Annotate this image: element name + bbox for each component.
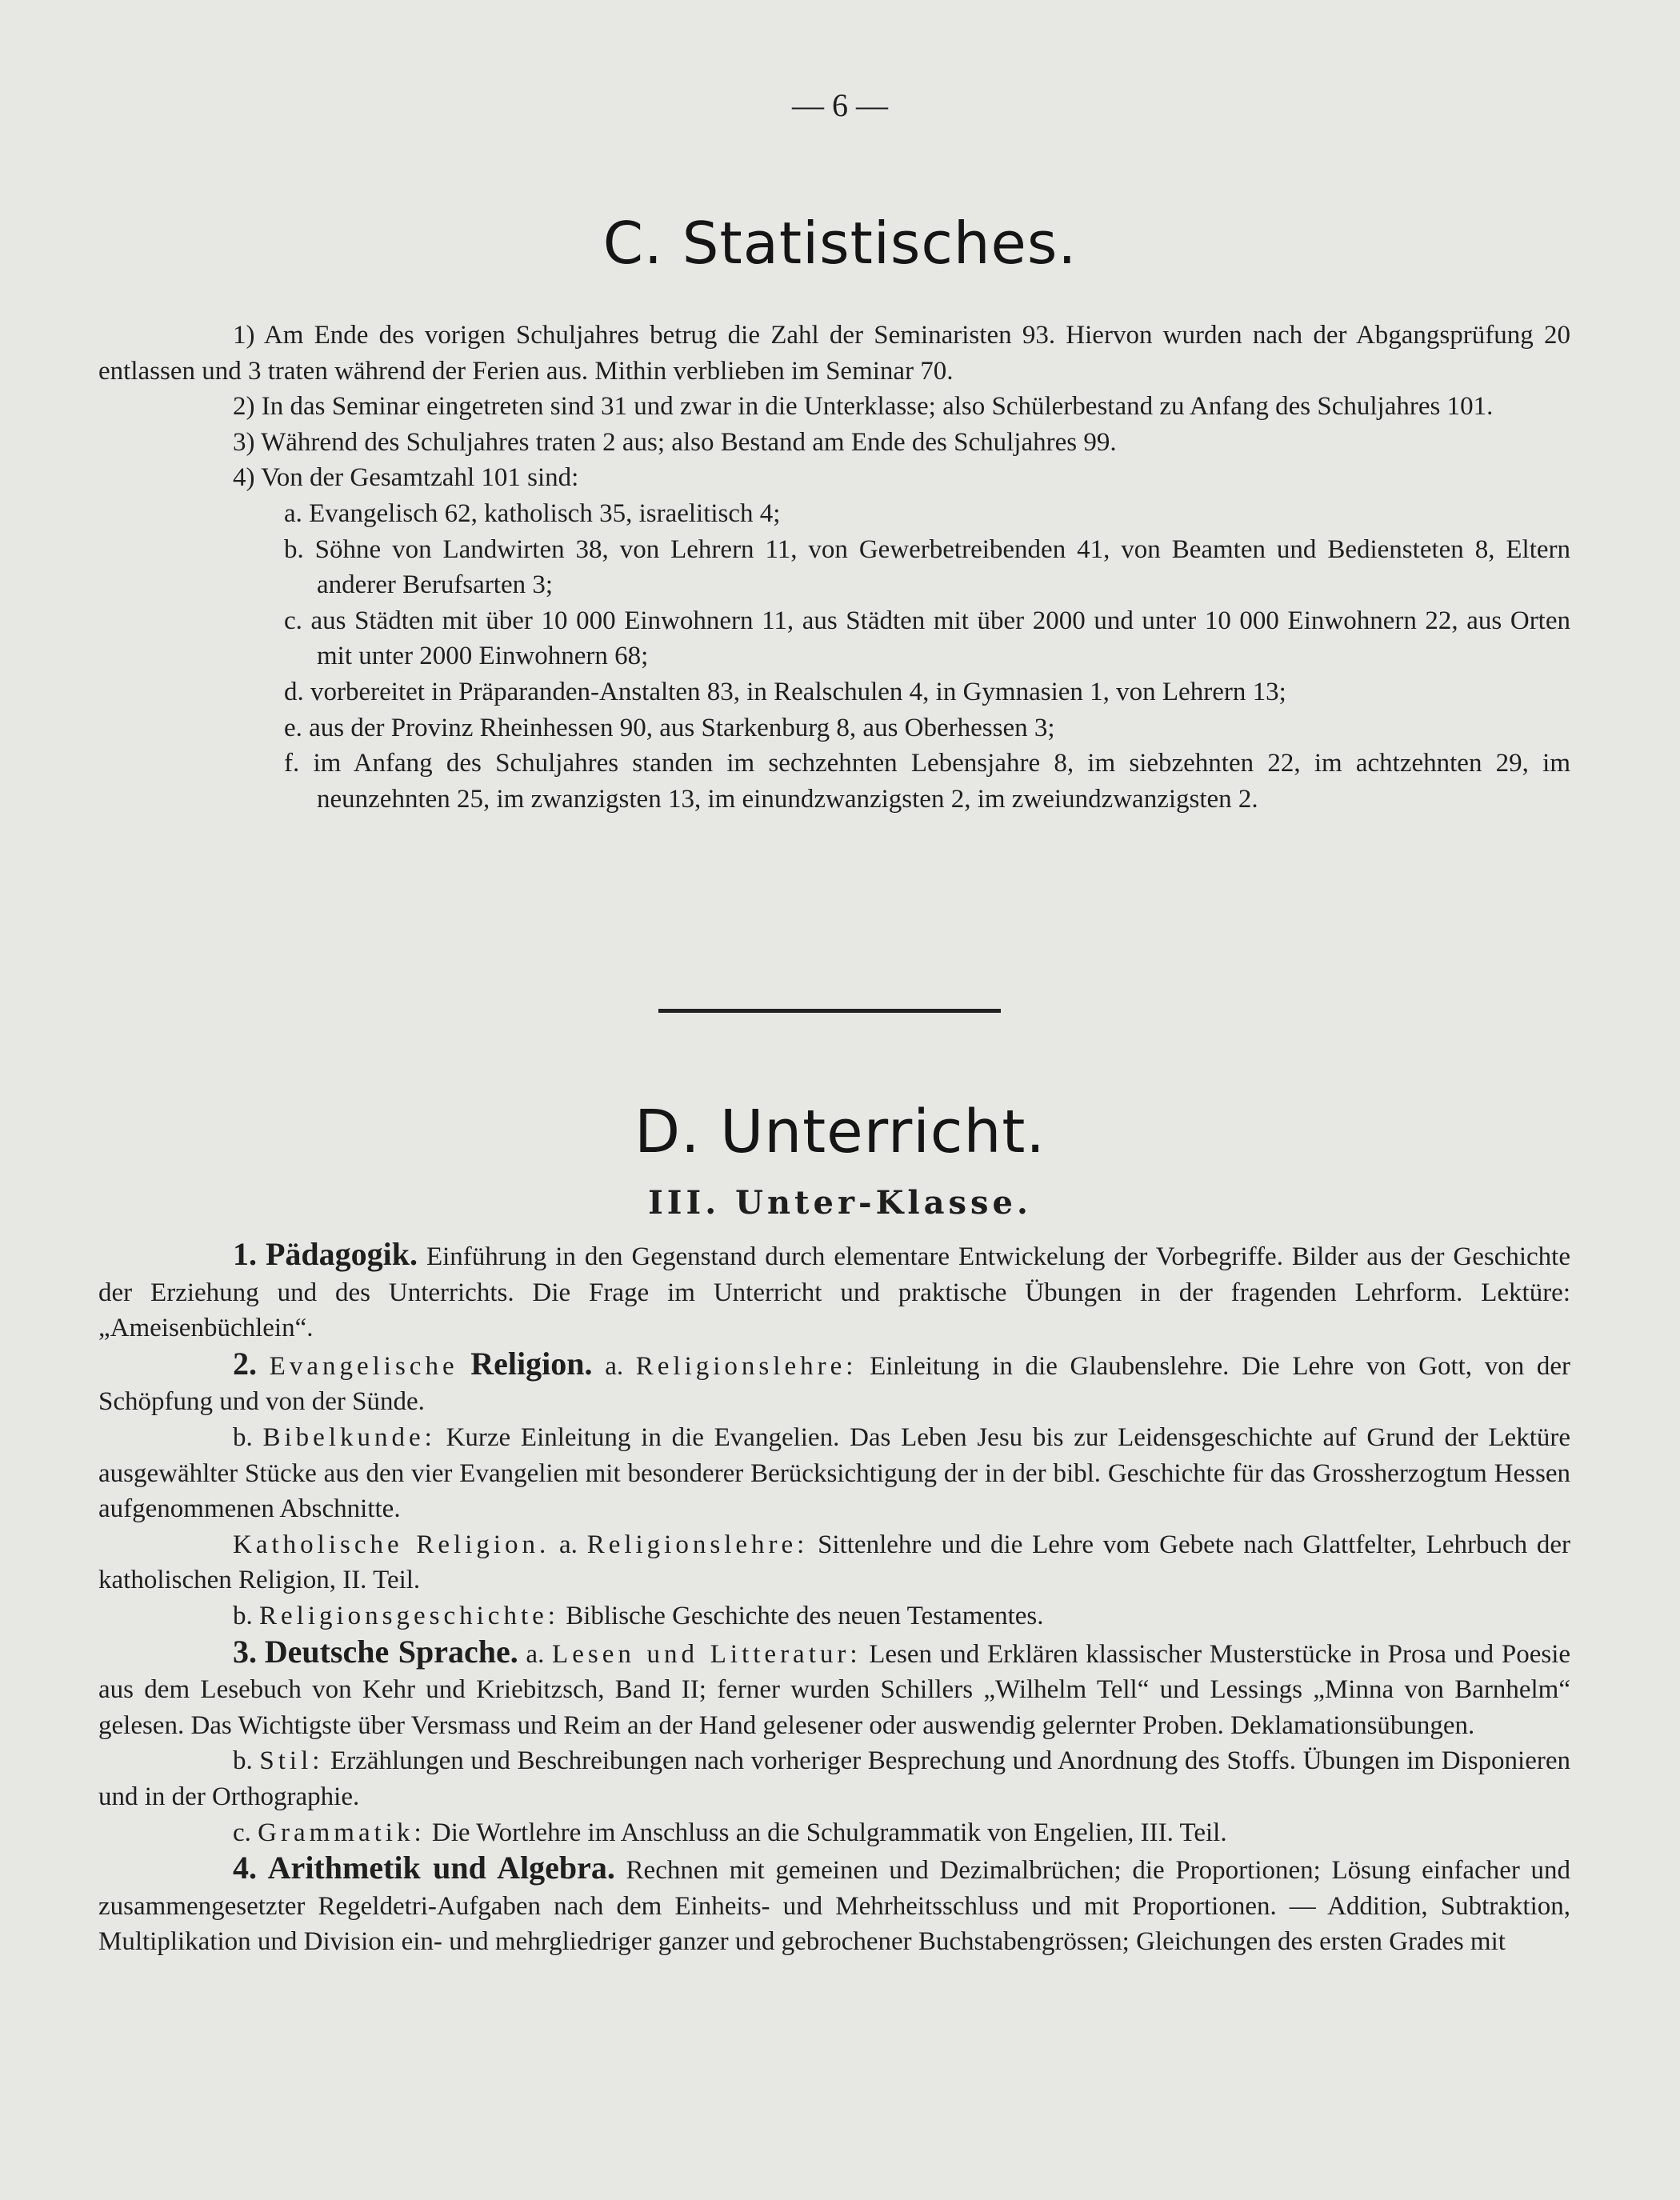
subject-heading: Arithmetik und Algebra. <box>267 1850 615 1886</box>
paragraph-bibelkunde: b. Bibelkunde: Kurze Einleitung in die Evangelien. Das Leben Jesu bis zur Leidensgeschichte auf Grund der Lektüre ausgewählter Stücke aus den vier Evangelien mit besonderer Berücksichtigung der in der bibl. Geschichte für das Grossherzogtum Hessen aufgenommenen Abschnitte. <box>98 1422 1570 1524</box>
curriculum-section <box>98 1237 1570 1960</box>
statistics-item: c. aus Städten mit über 10 000 Einwohnern 11, aus Städten mit über 2000 und unter 10 000 Einwohnern 22, aus Orten mit unter 2000 Einwohnern 68; <box>284 606 1570 671</box>
paragraph-religionsgeschichte: b. Religionsgeschichte: Biblische Geschichte des neuen Testamentes. <box>233 1601 1044 1630</box>
paragraph-religion: 2. Evangelische Religion. a. Religionslehre: Einleitung in die Glaubenslehre. Die Lehre von Gott, von der Schöpfung und von der Sünde. <box>98 1345 1571 1417</box>
statistics-item: e. aus der Provinz Rheinhessen 90, aus Starkenburg 8, aus Oberhessen 3; <box>284 713 1055 742</box>
statistics-item: f. im Anfang des Schuljahres standen im sechzehnten Lebensjahre 8, im siebzehnten 22, im achtzehnten 29, im neunzehnten 25, im zwanzigsten 13, im einundzwanzigsten 2, im zweiundzwanzigsten 2. <box>284 749 1570 814</box>
paragraph-katholische-religion: Katholische Religion. a. Religionslehre: Sittenlehre und die Lehre vom Gebete nach Glattfelter, Lehrbuch der katholischen Religion, II. Teil. <box>98 1530 1571 1595</box>
paragraph-arithmetik: 4. Arithmetik und Algebra. Rechnen mit gemeinen und Dezimalbrüchen; die Proportionen; Lösung einfacher und zusammengesetzter Regeldetri-Aufgaben nach dem Einheits- und Mehrheitsschluss und mit Proportionen. — Addition, Subtraktion, Multiplikation und Division ein- und mehrgliedriger ganzer und gebrochener Buchstabengrössen; Gleichungen des ersten Grades mit <box>98 1850 1571 1957</box>
section-c-title: C. Statistisches. <box>602 210 1078 277</box>
paragraph-paedagogik: 1. Pädagogik. Einführung in den Gegenstand durch elementare Entwickelung der Vorbegriffe. Bilder aus der Geschichte der Erziehung und des Unterrichts. Die Frage im Unterricht und praktische Übungen in der fragenden Lehrform. Lektüre: „Ameisenbüchlein“. <box>98 1236 1570 1343</box>
statistics-item: 4) Von der Gesamtzahl 101 sind: <box>233 463 579 493</box>
statistics-item: b. Söhne von Landwirten 38, von Lehrern 11, von Gewerbetreibenden 41, von Beamten und Bediensteten 8, Eltern anderer Berufsarten 3; <box>284 534 1570 600</box>
statistics-item: d. vorbereitet in Präparanden-Anstalten 83, in Realschulen 4, in Gymnasien 1, von Lehrern 13; <box>284 677 1286 706</box>
subject-heading: Religion. <box>470 1345 593 1382</box>
statistics-item: 1) Am Ende des vorigen Schuljahres betrug die Zahl der Seminaristen 93. Hiervon wurden nach der Abgangsprüfung 20 entlassen und 3 traten während der Ferien aus. Mithin verblieben im Seminar 70. <box>98 321 1570 386</box>
paragraph-deutsche-sprache: 3. Deutsche Sprache. a. Lesen und Litteratur: Lesen und Erklären klassischer Musterstücke in Prosa und Poesie aus dem Lesebuch von Kehr und Kriebitzsch, Band II; ferner wurden Schillers „Wilhelm Tell“ und Lessings „Minna von Barnhelm“ gelesen. Das Wichtigste über Versmass und Reim an der Hand gelesener oder auswendig gelernter Proben. Deklamationsübungen. <box>98 1633 1571 1740</box>
statistics-item: a. Evangelisch 62, katholisch 35, israelitisch 4; <box>284 498 781 528</box>
class-subtitle: III. Unter-Klasse. <box>648 1184 1032 1222</box>
paragraph-grammatik: c. Grammatik: Die Wortlehre im Anschluss an die Schulgrammatik von Engelien, III. Teil. <box>233 1818 1227 1847</box>
subject-heading: Pädagogik. <box>265 1236 418 1272</box>
statistics-item: 2) In das Seminar eingetreten sind 31 und zwar in die Unterklasse; also Schülerbestand zu Anfang des Schuljahres 101. <box>233 392 1494 422</box>
subject-heading: Deutsche Sprache. <box>264 1633 518 1670</box>
statistics-section <box>98 318 1570 817</box>
paragraph-stil: b. Stil: Erzählungen und Beschreibungen nach vorheriger Besprechung und Anordnung des Stoffs. Übungen im Disponieren und in der Orthographie. <box>98 1746 1570 1811</box>
section-divider <box>658 1009 1001 1013</box>
section-d-title: D. Unterricht. <box>634 1098 1046 1166</box>
page-number: — 6 — <box>792 87 888 123</box>
statistics-item: 3) Während des Schuljahres traten 2 aus; also Bestand am Ende des Schuljahres 99. <box>233 427 1117 457</box>
